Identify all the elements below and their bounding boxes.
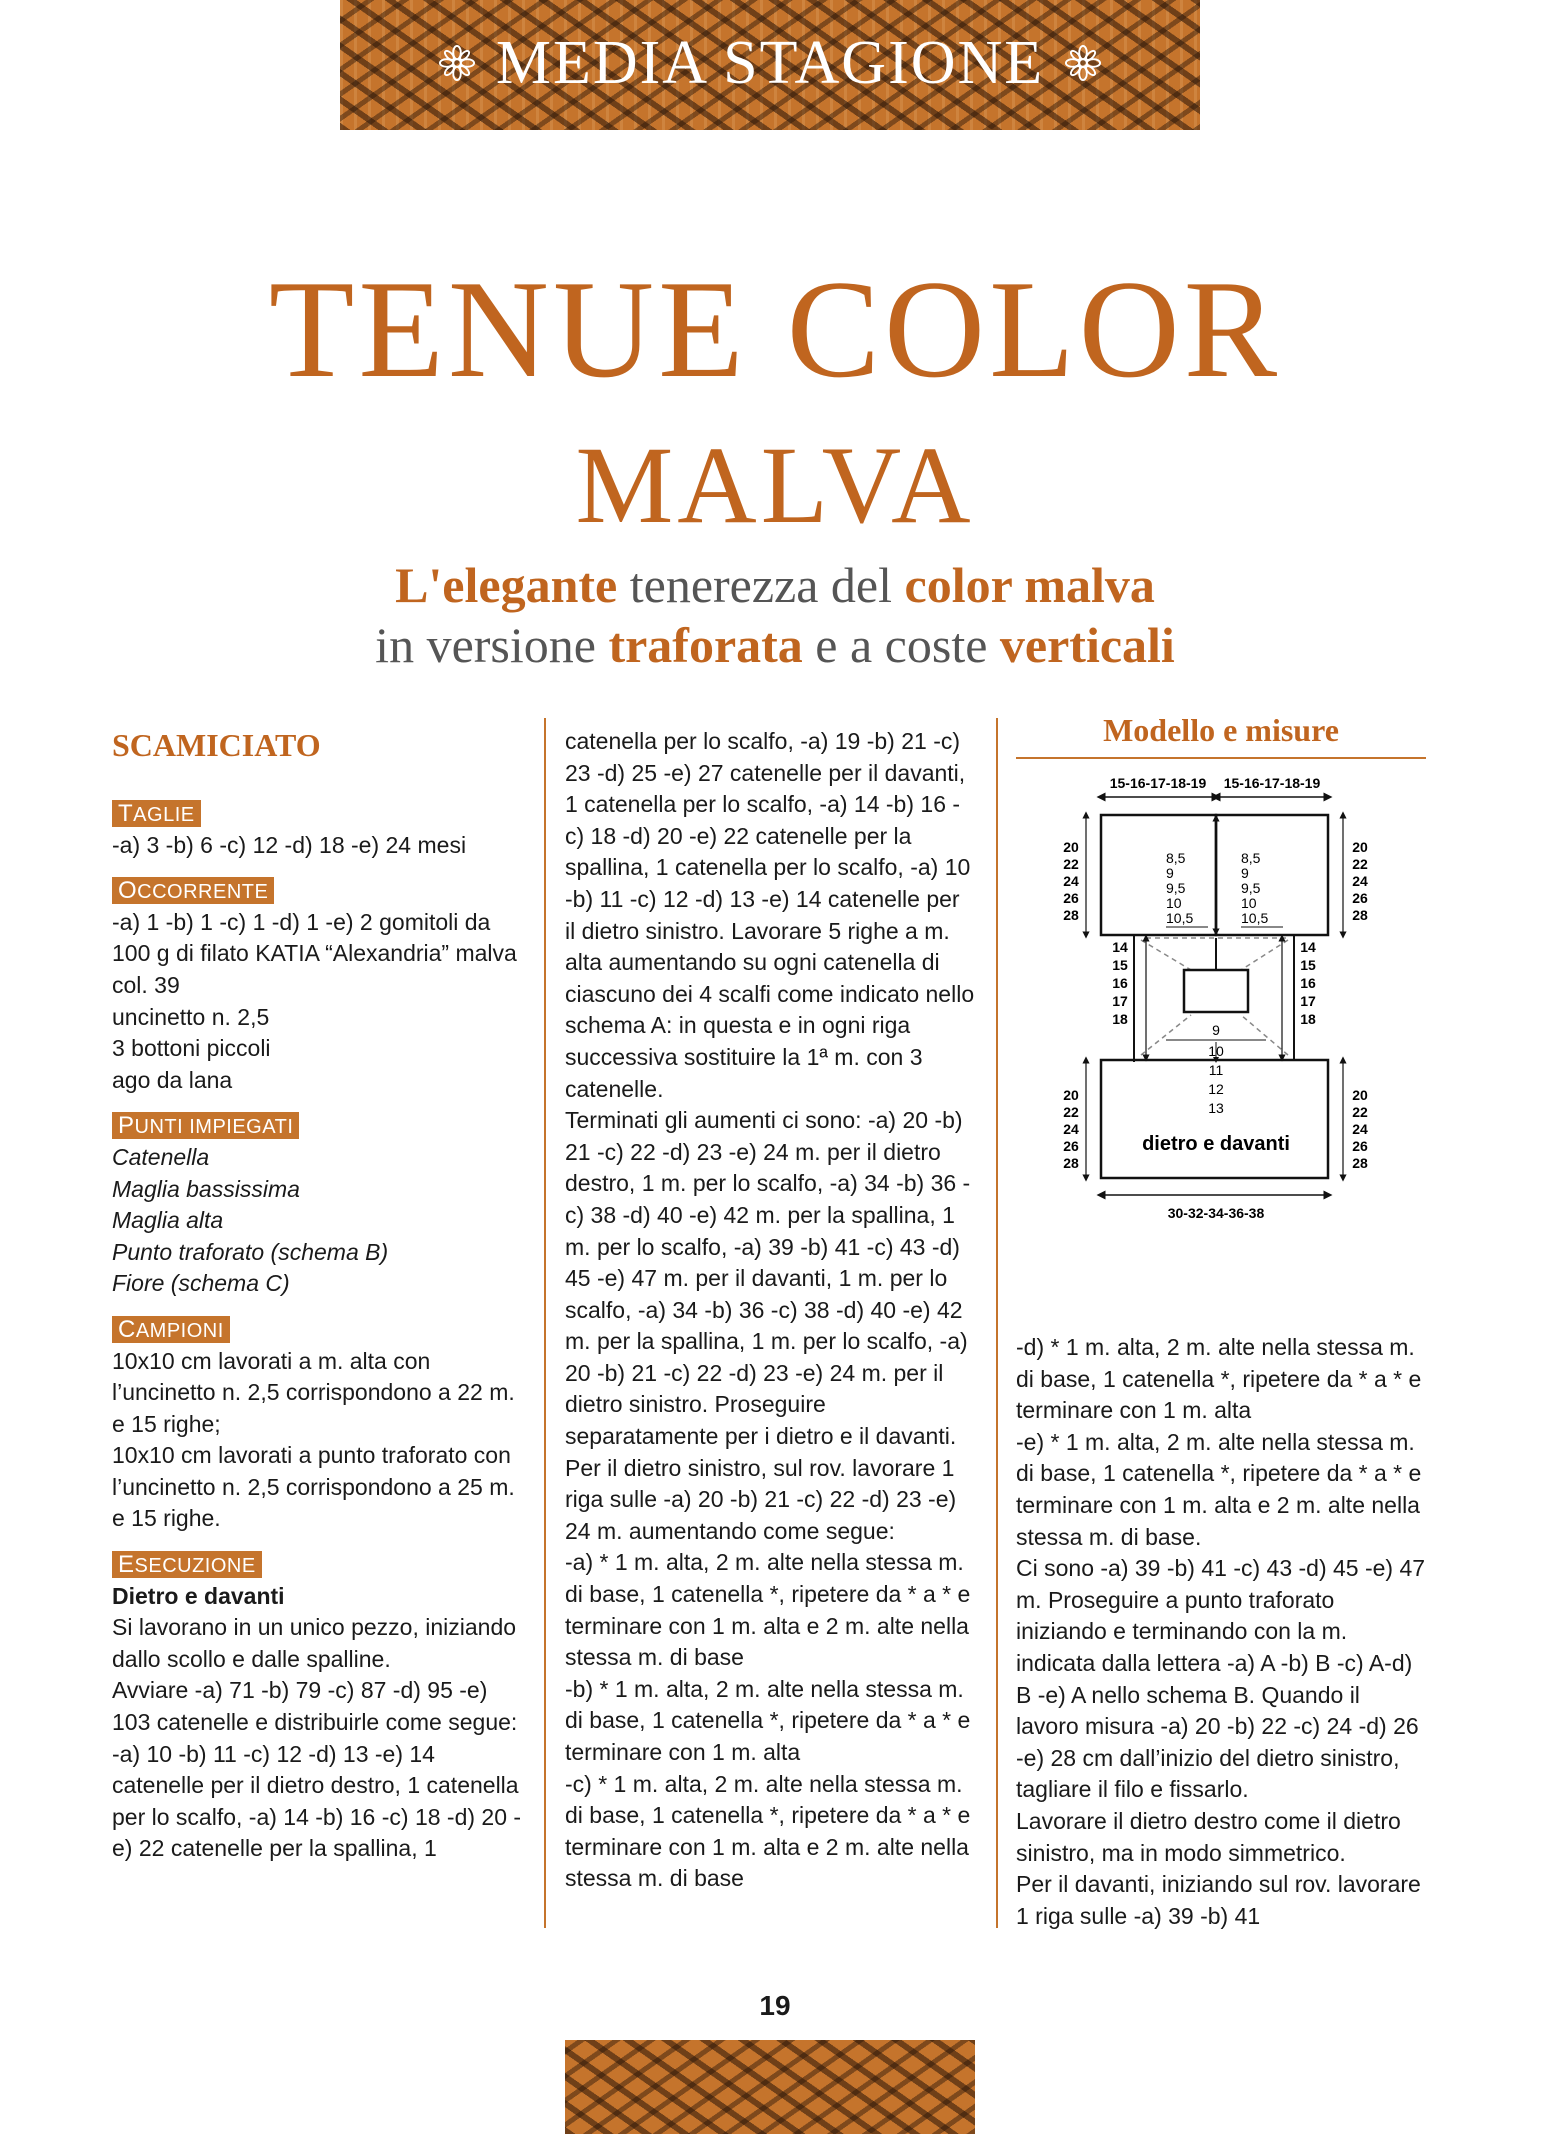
diagram-title: Modello e misure (1016, 712, 1426, 759)
dim-side-lower: 26 (1063, 1138, 1079, 1154)
dim-side-upper: 22 (1063, 856, 1079, 872)
dim-top-right: 15-16-17-18-19 (1223, 775, 1321, 791)
tag-occorrente: OCCORRENTE (112, 877, 274, 904)
dim-side-upper: 20 (1063, 839, 1079, 855)
dim-side-lower: 28 (1352, 1155, 1368, 1171)
materials-item: -a) 1 -b) 1 -c) 1 -d) 1 -e) 2 gomitoli da 100 g di filato KATIA “Alexandria” malva col. 39 (112, 908, 517, 998)
dim-side-lower: 22 (1352, 1104, 1368, 1120)
dim-strap: 9,5 (1166, 880, 1186, 896)
dim-side-lower: 22 (1063, 1104, 1079, 1120)
instructions-text: -b) * 1 m. alta, 2 m. alte nella stessa m. di base, 1 catenella *, ripetere da * a * e terminare con 1 m. alta (565, 1675, 971, 1765)
dim-armhole: 14 (1112, 939, 1128, 955)
instructions-text: Per il davanti, iniziando sul rov. lavorare 1 riga sulle -a) 39 -b) 41 (1016, 1871, 1421, 1929)
dim-bottom: 30-32-34-36-38 (1167, 1205, 1265, 1221)
dashed-guide (1241, 940, 1288, 970)
subtitle-highlight: color malva (904, 557, 1155, 613)
tag-punti: PUNTI IMPIEGATI (112, 1112, 299, 1139)
dim-side-lower: 24 (1352, 1121, 1368, 1137)
dim-armhole: 18 (1112, 1011, 1128, 1027)
instructions-text: Ci sono -a) 39 -b) 41 -c) 43 -d) 45 -e) 47 m. Proseguire a punto traforato iniziando e terminando con la m. indicata dalla lettera -a) A -b) B -c) A-d) B -e) A nello schema B. Quando il lavoro misura -a) 20 -b) 22 -c) 24 -d) 26 -e) 28 cm dall’inizio del dietro sinistro, tagliare il filo e fissarlo. (1016, 1555, 1426, 1803)
subtitle-highlight: verticali (999, 617, 1175, 673)
page-number: 19 (759, 1990, 791, 2021)
subtitle-text: in versione (375, 617, 609, 673)
column-1 (112, 720, 524, 1865)
dim-side-upper: 20 (1352, 839, 1368, 855)
dim-side-upper: 28 (1352, 907, 1368, 923)
dim-side-upper: 28 (1063, 907, 1079, 923)
dim-armhole: 16 (1112, 975, 1128, 991)
materials-item: ago da lana (112, 1066, 233, 1093)
dim-neck: 9 (1212, 1022, 1220, 1038)
subtitle-highlight: L'elegante (395, 557, 618, 613)
column-divider (996, 718, 998, 1928)
body-label: dietro e davanti (1142, 1133, 1290, 1155)
flower-icon (1064, 44, 1102, 82)
subtitle-line-2 (0, 615, 1550, 675)
dim-strap: 10 (1166, 895, 1182, 911)
dim-armhole: 15 (1300, 957, 1316, 973)
dim-neck: 10 (1208, 1043, 1224, 1059)
dim-side-upper: 24 (1063, 873, 1079, 889)
dashed-guide (1141, 1015, 1191, 1055)
dashed-guide (1241, 1015, 1288, 1055)
footer-decoration (565, 2040, 975, 2134)
instructions-text: -d) * 1 m. alta, 2 m. alte nella stessa m. di base, 1 catenella *, ripetere da * a * e terminare con 1 m. alta (1016, 1334, 1422, 1424)
flower-icon (438, 44, 476, 82)
page-title: TENUE COLOR (268, 252, 1282, 407)
dim-side-lower: 20 (1352, 1087, 1368, 1103)
materials-item: 3 bottoni piccoli (112, 1035, 271, 1062)
tag-taglie: TAGLIE (112, 800, 201, 827)
yoke-left (1101, 815, 1216, 935)
dim-side-lower: 20 (1063, 1087, 1079, 1103)
instructions-text: -c) * 1 m. alta, 2 m. alte nella stessa m. di base, 1 catenella *, ripetere da * a * e terminare con 1 m. alta e 2 m. alte nella stessa m. di base (565, 1770, 971, 1892)
stitch-item: Fiore (schema C) (112, 1270, 290, 1297)
subtitle-text: e a coste (802, 617, 1000, 673)
dim-neck: 11 (1208, 1062, 1224, 1078)
instructions-text: -a) * 1 m. alta, 2 m. alte nella stessa m. di base, 1 catenella *, ripetere da * a * e terminare con 1 m. alta e 2 m. alte nella stessa m. di base (565, 1549, 971, 1671)
instructions-text: Terminati gli aumenti ci sono: -a) 20 -b) 21 -c) 22 -d) 23 -e) 24 m. per il dietro destro, 1 m. per lo scalfo, -a) 34 -b) 36 -c) 38 -d) 40 -e) 42 m. per la spallina, 1 m. per lo scalfo, -a) 39 -b) 41 -c) 43 -d) 45 -e) 47 m. per il davanti, 1 m. per lo scalfo, -a) 34 -b) 36 -c) 38 -d) 40 -e) 42 m. per la spallina, 1 m. per lo scalfo, -a) 20 -b) 21 -c) 22 -d) 23 -e) 24 m. per il dietro sinistro. Proseguire separatamente per i dietro e il davanti. Per il dietro sinistro, sul rov. lavorare 1 riga sulle -a) 20 -b) 21 -c) 22 -d) 23 -e) 24 m. aumentando come segue: (565, 1107, 971, 1544)
dim-armhole: 17 (1300, 993, 1316, 1009)
dim-strap: 10 (1241, 895, 1257, 911)
yoke-right (1216, 815, 1328, 935)
instructions-text: Lavorare il dietro destro come il dietro sinistro, ma in modo simmetrico. (1016, 1807, 1401, 1866)
stitch-item: Catenella (112, 1143, 210, 1170)
column-2 (565, 726, 975, 1895)
dim-side-lower: 26 (1352, 1138, 1368, 1154)
column-divider (544, 718, 546, 1928)
gauge-text: 10x10 cm lavorati a m. alta con l’uncinetto n. 2,5 corrispondono a 22 m. e 15 righe; (112, 1347, 515, 1437)
stitch-item: Maglia alta (112, 1207, 224, 1234)
dim-neck: 12 (1208, 1081, 1224, 1097)
instructions-text: catenella per lo scalfo, -a) 19 -b) 21 -c) 23 -d) 25 -e) 27 catenelle per il davanti, 1 catenella per lo scalfo, -a) 14 -b) 16 -c) 18 -d) 20 -e) 22 catenelle per la spallina, 1 catenella per lo scalfo, -a) 10 -b) 11 -c) 12 -d) 13 -e) 14 catenelle per il dietro sinistro. Lavorare 5 righe a m. alta aumentando su ogni catenella di ciascuno dei 4 scalfi come indicato nello schema A: in questa e in ogni riga successiva sostituire la 1ª m. con 3 catenelle. (565, 728, 975, 1102)
section-heading: SCAMICIATO (112, 727, 321, 763)
dim-side-upper: 24 (1352, 873, 1368, 889)
subsection-title: Dietro e davanti (112, 1582, 285, 1609)
dim-strap: 9,5 (1241, 880, 1261, 896)
tag-esecuzione: ESECUZIONE (112, 1551, 262, 1578)
stitch-item: Maglia bassissima (112, 1175, 300, 1202)
sizes-text: -a) 3 -b) 6 -c) 12 -d) 18 -e) 24 mesi (112, 831, 467, 858)
banner-title (438, 28, 1102, 99)
dim-armhole: 14 (1300, 939, 1316, 955)
dim-neck: 13 (1208, 1100, 1224, 1116)
dim-armhole: 17 (1112, 993, 1128, 1009)
dim-strap: 10,5 (1166, 910, 1194, 926)
dim-side-lower: 24 (1063, 1121, 1079, 1137)
measurement-diagram (1016, 770, 1426, 1270)
tag-campioni: CAMPIONI (112, 1316, 230, 1343)
banner-text: MEDIA STAGIONE (495, 28, 1045, 97)
dashed-guide (1141, 940, 1191, 970)
dim-strap: 10,5 (1241, 910, 1269, 926)
dim-strap: 9 (1166, 865, 1174, 881)
dim-side-lower: 28 (1063, 1155, 1079, 1171)
dim-armhole: 18 (1300, 1011, 1316, 1027)
dim-strap: 9 (1241, 865, 1249, 881)
instructions-text: Avviare -a) 71 -b) 79 -c) 87 -d) 95 -e) 103 catenelle e distribuirle come segue: -a) 10 -b) 11 -c) 12 -d) 13 -e) 14 catenelle per il dietro destro, 1 catenella per lo scalfo, -a) 14 -b) 16 -c) 18 -d) 20 -e) 22 catenelle per la spallina, 1 (112, 1677, 522, 1862)
column-3 (1016, 1332, 1426, 1932)
dim-top-left: 15-16-17-18-19 (1109, 775, 1207, 791)
dim-armhole: 15 (1112, 957, 1128, 973)
gauge-text: 10x10 cm lavorati a punto traforato con l’uncinetto n. 2,5 corrispondono a 25 m. e 15 righe. (112, 1442, 515, 1532)
dim-side-upper: 26 (1063, 890, 1079, 906)
dim-side-upper: 26 (1352, 890, 1368, 906)
dim-strap: 8,5 (1241, 850, 1261, 866)
instructions-text: Si lavorano in un unico pezzo, iniziando dallo scollo e dalle spalline. (112, 1614, 517, 1672)
subtitle-text: tenerezza del (617, 557, 905, 613)
header-banner (340, 0, 1200, 130)
materials-item: uncinetto n. 2,5 (112, 1003, 270, 1030)
dim-side-upper: 22 (1352, 856, 1368, 872)
instructions-text: -e) * 1 m. alta, 2 m. alte nella stessa m. di base, 1 catenella *, ripetere da * a * e terminare con 1 m. alta e 2 m. alte nella stessa m. di base. (1016, 1428, 1422, 1550)
neck-box (1184, 970, 1248, 1012)
subtitle-line-1 (0, 555, 1550, 615)
dim-strap: 8,5 (1166, 850, 1186, 866)
subtitle-highlight: traforata (608, 617, 803, 673)
stitch-item: Punto traforato (schema B) (112, 1238, 389, 1265)
page-title-sub: MALVA (575, 424, 975, 546)
dim-armhole: 16 (1300, 975, 1316, 991)
